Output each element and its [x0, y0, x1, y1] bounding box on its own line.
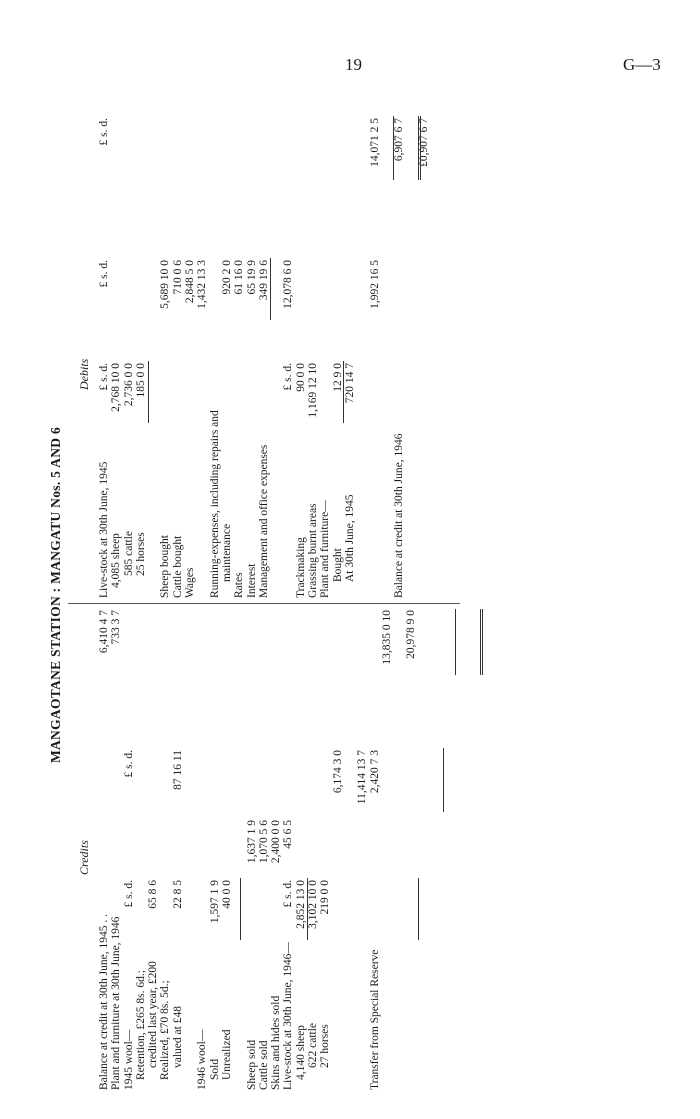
credits-heading: Credits — [77, 840, 91, 875]
debit-value: 12 9 0 — [331, 363, 344, 392]
credit-line: Sheep sold — [245, 1039, 258, 1090]
document-reference: G—3 — [623, 55, 661, 74]
subtotal-rule — [443, 748, 444, 812]
credit-line: Retention, £265 8s. 6d.; — [134, 970, 147, 1080]
subtotal-rule — [343, 361, 344, 423]
debit-value: 12,078 6 0 — [282, 260, 295, 309]
page-number: 19 — [345, 55, 362, 74]
debit-line: Live-stock at 30th June, 1945 — [98, 461, 110, 598]
column-header: £ s. d. — [282, 363, 295, 391]
credit-line: 27 horses — [319, 1024, 332, 1068]
subtotal-rule — [418, 878, 419, 940]
column-header: £ s. d. — [122, 880, 135, 908]
column-header: £ s. d. — [122, 750, 135, 778]
column-header: £ s. d. — [98, 363, 110, 391]
debit-value: 2,848 5 0 — [184, 260, 197, 304]
subtotal-rule — [455, 609, 456, 675]
credit-line: Plant and furniture at 30th June, 1946 — [110, 916, 123, 1090]
credit-line: 622 cattle — [307, 1022, 320, 1068]
credit-value: 45 6 5 — [282, 820, 295, 849]
debit-value: 14,071 2 5 — [368, 118, 381, 167]
subtotal-rule — [307, 878, 308, 940]
debit-line: Plant and furniture— — [319, 500, 332, 598]
debits-heading: Debits — [77, 358, 91, 390]
credit-value: 1,070 5 6 — [257, 820, 270, 864]
total-rule — [418, 116, 421, 180]
credit-line: credited last year, £200 — [147, 961, 160, 1068]
credit-value: 6,174 3 0 — [331, 750, 344, 794]
debit-value: 920 2 0 — [220, 260, 233, 295]
credit-line: Live-stock at 30th June, 1946— — [282, 942, 295, 1090]
debit-value: 1,432 13 3 — [196, 260, 209, 309]
subtotal-rule — [270, 258, 271, 320]
debit-line: Cattle bought — [171, 535, 184, 598]
debit-line: At 30th June, 1945 — [343, 494, 356, 582]
debit-value: 6,907 6 7 — [393, 118, 406, 162]
debit-line: 25 horses — [134, 532, 147, 576]
debit-line: 585 cattle — [122, 530, 135, 576]
credit-value: 2,420 7 3 — [368, 750, 381, 794]
subtotal-rule — [240, 878, 241, 940]
debit-value: 2,736 0 0 — [122, 363, 135, 407]
credit-value: 6,410 4 7 — [98, 610, 110, 654]
debit-value: 90 0 0 — [294, 363, 307, 392]
credit-line: Realized, £70 8s. 5d.; — [159, 980, 172, 1080]
credit-value: 13,835 0 10 — [380, 610, 393, 665]
debit-line: maintenance — [220, 523, 233, 582]
debit-line: Running-expenses, including repairs and — [208, 410, 221, 598]
credit-value: 3,102 10 0 — [307, 880, 320, 929]
debit-value: 65 19 9 — [245, 260, 258, 295]
total-rule — [480, 609, 483, 675]
station-account-table — [40, 100, 460, 1090]
debit-value: 185 0 0 — [134, 363, 147, 398]
debit-value: 61 16 0 — [233, 260, 246, 295]
credit-value: 2,852 13 0 — [294, 880, 307, 929]
credit-line: Transfer from Special Reserve — [368, 949, 381, 1090]
debits-section — [98, 100, 430, 598]
column-header: £ s. d. — [282, 880, 295, 908]
subtotal-rule — [393, 116, 394, 180]
debit-value: 720 14 7 — [343, 363, 356, 404]
credit-value: 2,400 0 0 — [270, 820, 283, 864]
credit-line: 1946 wool— — [196, 1029, 209, 1090]
credit-line: valued at £48 — [171, 1006, 184, 1068]
debit-value: 1,992 16 5 — [368, 260, 381, 309]
credit-value: 65 8 6 — [147, 880, 160, 909]
debit-value: 5,689 10 0 — [159, 260, 172, 309]
credit-line: Balance at credit at 30th June, 1945 . . — [98, 914, 110, 1090]
table-title: MANGAOTANE STATION : MANGATU Nos. 5 AND 6 — [48, 426, 63, 764]
credit-value: 87 16 11 — [171, 750, 184, 790]
credit-line: Unrealized — [220, 1029, 233, 1080]
credit-line: Cattle sold — [257, 1040, 270, 1090]
debit-value: 710 0 6 — [171, 260, 184, 295]
credit-total: 20,978 9 0 — [405, 610, 418, 659]
column-header: £ s. d. — [98, 260, 110, 288]
credit-value: 733 3 7 — [110, 610, 123, 645]
debit-value: 349 19 6 — [257, 260, 270, 301]
debit-line: Interest — [245, 563, 258, 598]
credit-line: Sold — [208, 1058, 221, 1080]
credit-value: 11,414 13 7 — [356, 750, 369, 805]
debit-value: 1,169 12 10 — [307, 363, 320, 418]
debit-line: Wages — [184, 567, 197, 598]
credit-line: Skins and hides sold — [270, 995, 283, 1090]
debit-line: Grassing burnt areas — [307, 503, 320, 598]
column-header: £ s. d. — [98, 118, 110, 146]
credit-value: 22 8 5 — [171, 880, 184, 909]
debit-line: Management and office expenses — [257, 444, 270, 598]
debit-value: 2,768 10 0 — [110, 363, 123, 412]
credit-line: 1945 wool— — [122, 1029, 135, 1090]
debit-line: Balance at credit at 30th June, 1946 — [393, 433, 406, 598]
debit-total: £0,907 6 7 — [417, 118, 430, 167]
debit-line: Trackmaking — [294, 537, 307, 598]
column-divider — [68, 603, 460, 604]
debit-line: Bought — [331, 548, 344, 582]
credits-section — [98, 610, 418, 1090]
debit-line: 4,085 sheep — [110, 533, 123, 588]
credit-value: 40 0 0 — [220, 880, 233, 909]
credit-value: 1,597 1 9 — [208, 880, 221, 924]
debit-line: Sheep bought — [159, 535, 172, 598]
subtotal-rule — [148, 361, 149, 423]
debit-line: Rates — [233, 572, 246, 598]
credit-line: 4,140 sheep — [294, 1025, 307, 1080]
credit-value: 1,637 1 9 — [245, 820, 258, 864]
credit-value: 219 0 0 — [319, 880, 332, 915]
